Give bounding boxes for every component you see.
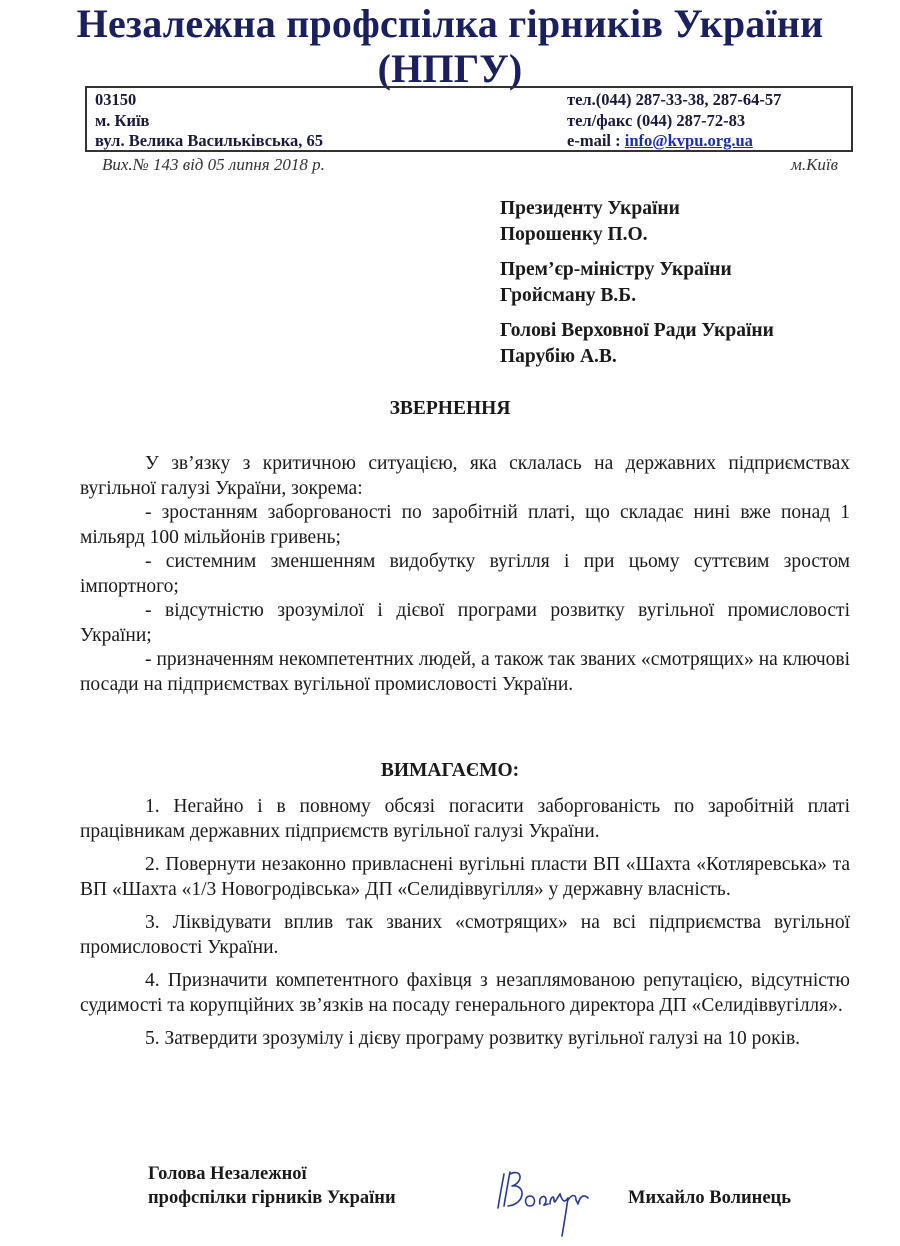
street: вул. Велика Васильківська, 65 [95,131,323,150]
letterhead-contact-box [85,86,853,152]
appeal-paragraph: У зв’язку з критичною ситуацією, яка склалась на державних підприємствах вугільної галузі України, зокрема: [80,453,850,499]
signatory-title-line: Голова Незалежної [148,1164,307,1184]
demand-item: 3. Ліквідувати вплив так званих «смотрящих» на всі підприємства вугільної промисловості України. [80,912,850,958]
addressee-name: Порошенку П.О. [500,224,648,245]
fax: тел/факс (044) 287-72-83 [567,110,746,130]
appeal-paragraph: - системним зменшенням видобутку вугілля і при цьому суттєвим зростом імпортного; [80,551,850,597]
addressee-name: Гройсману В.Б. [500,285,637,306]
addressee-name: Парубію А.В. [500,346,617,367]
demand-item: 4. Призначити компетентного фахівця з незаплямованою репутацією, відсутністю судимості та корупційних зв’язків на посаду генерального директора ДП «Селидіввугілля». [80,970,850,1016]
appeal-heading: ЗВЕРНЕННЯ [389,398,511,419]
addressee-position: Прем’єр-міністру України [500,259,732,280]
signatory-title-line: профспілки гірників України [148,1188,396,1208]
handwritten-signature [488,1160,598,1240]
addressee-position: Голові Верховної Ради України [500,320,774,341]
addressee [500,318,774,370]
postcode: 03150 [95,90,137,109]
demands-heading: ВИМАГАЄМО: [380,760,520,781]
city: м. Київ [95,110,150,130]
contact-details [567,90,781,152]
appeal-body [80,452,850,697]
appeal-paragraph: - зростанням заборгованості по заробітній платі, що складає нині вже понад 1 мільярд 100 мільйонів гривень; [80,502,850,548]
demand-item: 1. Негайно і в повному обсязі погасити заборгованість по заробітній платі працівникам державних підприємств вугільної галузі України. [80,796,850,842]
organization-abbreviation: (НПГУ) [377,46,523,91]
signatory-title [148,1162,396,1210]
appeal-paragraph: - призначенням некомпетентних людей, а також так званих «смотрящих» на ключові посади на підприємствах вугільної промисловості України. [80,649,850,695]
addressee [500,196,774,248]
appeal-paragraph: - відсутністю зрозумілої і дієвої програми розвитку вугільної промисловості України; [80,600,850,646]
email-label: e-mail : [567,131,625,150]
addressee [500,257,774,309]
demand-item: 5. Затвердити зрозумілу і дієву програму розвитку вугільної галузі на 10 років. [145,1028,801,1049]
addressee-block [500,196,774,379]
email-link[interactable]: info@kvpu.org.ua [624,131,753,150]
addressee-position: Президенту України [500,198,680,219]
demand-item: 2. Повернути незаконно привласнені вугільні пласти ВП «Шахта «Котляревська» та ВП «Шахта «1/3 Новогродівська» ДП «Селидіввугілля» у державну власність. [80,854,850,900]
phone: тел.(044) 287-33-38, 287-64-57 [567,90,782,109]
organization-title: Незалежна профспілка гірників України [76,1,824,46]
email-line [567,131,781,152]
postal-address [95,90,323,152]
signatory-name: Михайло Волинець [628,1188,791,1208]
outgoing-place: м.Київ [791,155,838,174]
demands-list [80,795,850,1052]
outgoing-reference: Вих.№ 143 від 05 липня 2018 р. [102,155,325,174]
